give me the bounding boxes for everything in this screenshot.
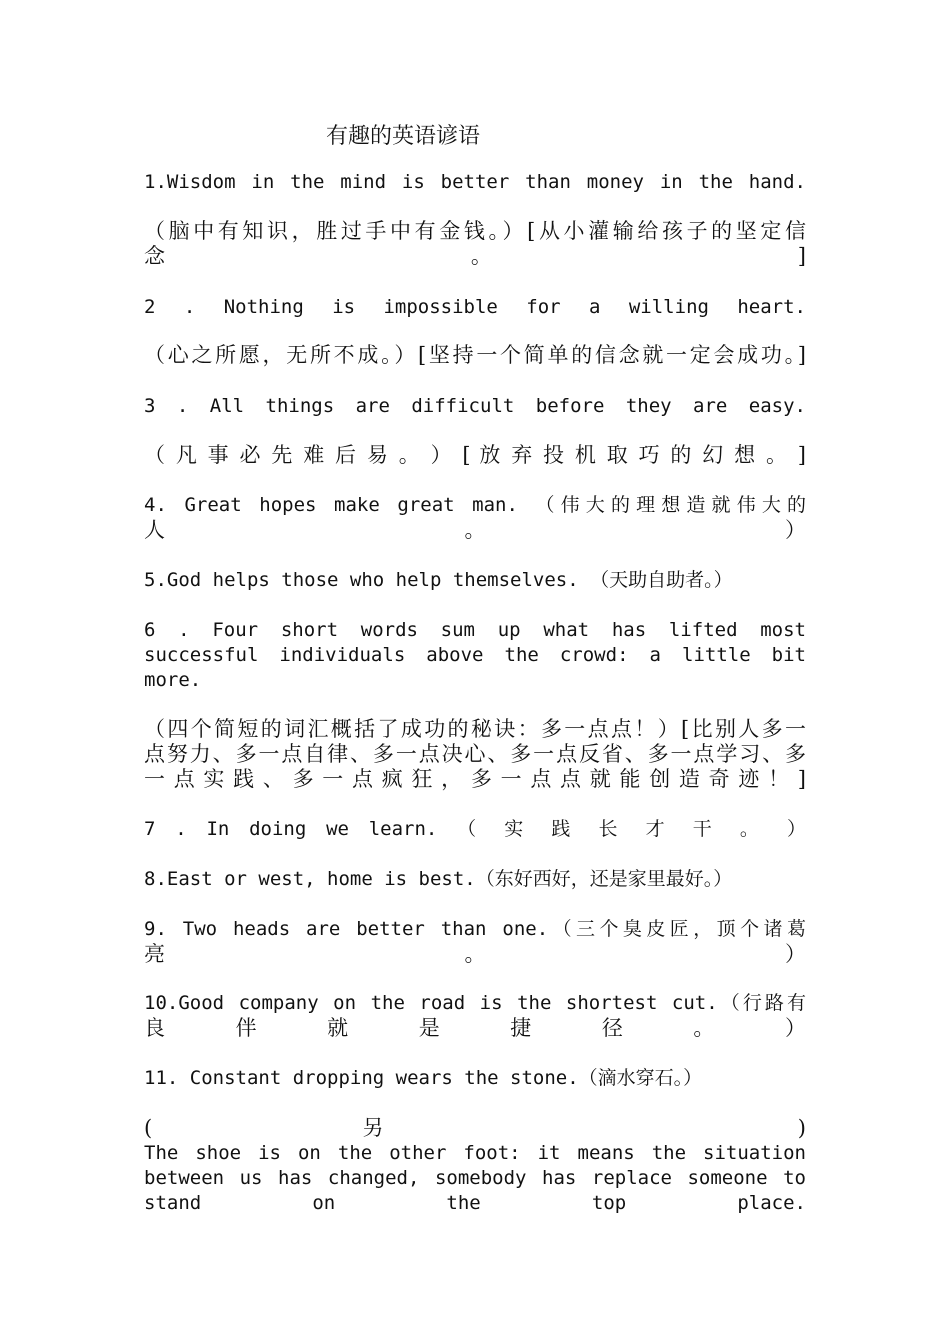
proverb-7: 7 . In doing we learn. （ 实 践 长 才 干 。 ）: [144, 818, 806, 840]
proverb-1-translation: （脑中有知识，胜过手中有金钱。）[从小灌输给孩子的坚定信: [144, 219, 806, 243]
proverb-6-english-cont: successful individuals above the crowd: a little bit: [144, 644, 806, 666]
proverb-8: 8.East or west, home is best.（东好西好，还是家里最好。）: [144, 868, 733, 890]
proverb-5: 5.God helps those who help themselves. （天助自助者。）: [144, 569, 733, 591]
proverb-10: 10.Good company on the road is the shortest cut.（行路有: [144, 992, 806, 1014]
proverb-6-translation-end: 一 点 实 践 、 多 一 点 疯 狂 ， 多 一 点 点 就 能 创 造 奇 迹 ！ ]: [144, 767, 806, 791]
proverb-1-translation-cont: 念 。 ]: [144, 244, 806, 268]
proverb-4-cont: 人 。 ）: [144, 518, 806, 542]
proverb-10-cont: 良 伴 就 是 捷 径 。 ）: [144, 1016, 806, 1040]
proverb-6-english-end: more.: [144, 669, 202, 691]
proverb-9-cont: 亮 。 ）: [144, 942, 806, 966]
extra-text-line-3: stand on the top place.: [144, 1192, 806, 1214]
proverb-9: 9. Two heads are better than one.（三个臭皮匠，顶个诸葛: [144, 918, 806, 940]
extra-heading: ( 另 ): [144, 1116, 806, 1140]
proverb-6-english: 6 . Four short words sum up what has lifted most: [144, 619, 806, 641]
proverb-2-english: 2 . Nothing is impossible for a willing heart.: [144, 296, 806, 318]
proverb-6-translation-cont: 点努力、多一点自律、多一点决心、多一点反省、多一点学习、多: [144, 742, 806, 766]
proverb-4: 4. Great hopes make great man. （伟大的理想造就伟大的: [144, 494, 806, 516]
proverb-3-translation: （ 凡 事 必 先 难 后 易 。 ） [ 放 弃 投 机 取 巧 的 幻 想 。 ]: [144, 443, 806, 467]
document-title: 有趣的英语谚语: [326, 124, 481, 149]
extra-text-line-1: The shoe is on the other foot: it means the situation: [144, 1142, 806, 1164]
proverb-2-translation: （心之所愿，无所不成。）[坚持一个简单的信念就一定会成功。]: [144, 343, 806, 367]
proverb-3-english: 3 . All things are difficult before they are easy.: [144, 395, 806, 417]
proverb-11: 11. Constant dropping wears the stone.（滴水穿石。）: [144, 1067, 703, 1089]
extra-text-line-2: between us has changed, somebody has replace someone to: [144, 1167, 806, 1189]
proverb-6-translation: （四个简短的词汇概括了成功的秘诀：多一点点！）[比别人多一: [144, 717, 806, 741]
proverb-1-english: 1.Wisdom in the mind is better than money in the hand.: [144, 171, 806, 193]
